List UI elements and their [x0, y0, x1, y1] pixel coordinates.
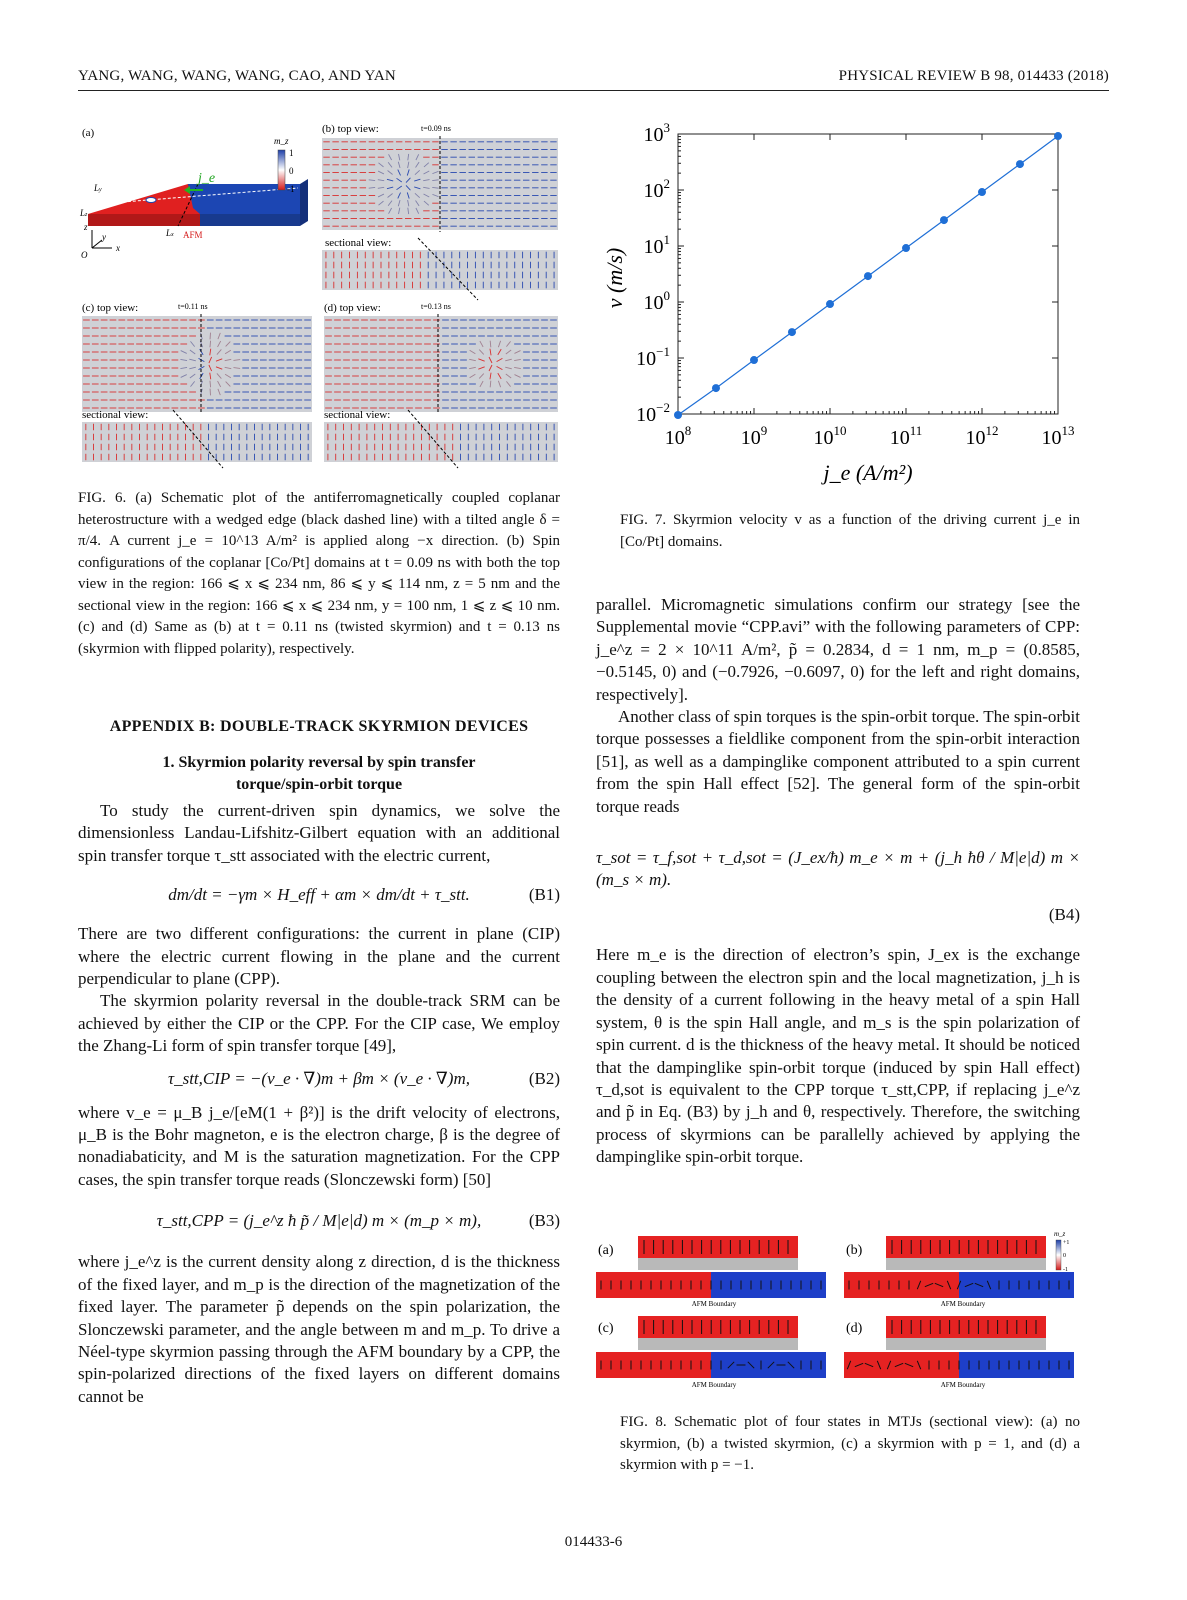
fig6-panel-b-sectional: sectional view:: [325, 237, 392, 249]
equation-b4-body: τ_sot = τ_f,sot + τ_d,sot = (J_ex/ħ) m_e × m + (j_h ħθ / M|e|d) m × (m_s × m).: [596, 847, 1080, 890]
spin-arrow: [210, 381, 211, 388]
free-layer-left: [844, 1272, 959, 1298]
spin-panel-bg: [82, 316, 312, 412]
appendix-subtitle-1: 1. Skyrmion polarity reversal by spin transfer: [162, 754, 476, 772]
fig7-x-tick-label: $10^{12}$: [965, 423, 999, 449]
fig7-x-tick-label: $10^{13}$: [1041, 423, 1075, 449]
left-paragraph-2: There are two different configurations: the current in plane (CIP) where the electric current flowing in the plane and the current perpendicular to plane (CPP).: [78, 924, 560, 989]
left-paragraph-4: where v_e = μ_B j_e/[eM(1 + β²)] is the drift velocity of electrons, μ_B is the Bohr magneton, e is the electron charge, β is the degree of nonadiabaticity, and M is the saturation magnetization. For the CPP cases, the spin transfer torque reads (Slonczewski form) [50]: [78, 1102, 560, 1189]
fig6-colorbar: [278, 150, 285, 190]
fig6-cbar-tick-1: 1: [289, 148, 294, 158]
fig8-boundary-label-a: AFM Boundary: [691, 1300, 737, 1308]
fig7-data-point: [864, 272, 872, 280]
fig7-y-tick-label: $10^{-2}$: [636, 400, 670, 426]
fig8-panel-a: [596, 1236, 826, 1298]
fig6-axes-icon: [81, 222, 120, 260]
barrier-layer: [886, 1258, 1046, 1270]
fig8-panel-c-label: (c): [598, 1321, 614, 1336]
fig6-current-label: j_e: [198, 171, 216, 186]
figure-7: [600, 118, 1080, 500]
fig7-data-point: [712, 384, 720, 392]
spin-panel-bg: [324, 316, 558, 412]
fig7-x-axis-label: j_e (A/m²): [823, 460, 913, 485]
equation-b4: [596, 834, 1080, 904]
svg-text:z: z: [84, 222, 88, 232]
spin-arrow: [210, 341, 211, 348]
equation-b4-number: (B4): [1048, 905, 1080, 925]
fig7-data-point: [940, 216, 948, 224]
equation-b1: [78, 867, 560, 923]
fixed-layer: [638, 1316, 798, 1338]
svg-text:Lz: Lz: [80, 208, 88, 218]
right-paragraph-1: parallel. Micromagnetic simulations confirm our strategy [see the Supplemental movie “CPP.avi” with the following parameters of CPP: j_e^z = 2 × 10^11 A/m², p̃ = 0.2834, d = 1 nm, m_p = (0.8585, −0.5145, 0) and (−0.7926, −0.6097, 0) for the left and right domains, respectively].: [596, 595, 1080, 704]
fig6-slab: [88, 179, 308, 228]
right-column-body: [596, 594, 1080, 1169]
fig7-y-tick-label: $10^2$: [643, 176, 670, 202]
free-layer-left: [596, 1272, 711, 1298]
fig6-cbar-tick-m1: -1: [287, 184, 295, 194]
svg-text:y: y: [102, 232, 106, 242]
fig8-boundary-label-d: AFM Boundary: [940, 1381, 986, 1389]
fig7-x-tick-label: $10^9$: [740, 423, 768, 449]
fig6-panel-c-label: (c) top view:: [82, 302, 139, 314]
left-paragraph-1: To study the current-driven spin dynamics, we solve the dimensionless Landau-Lifshitz-Gilbert equation with an additional spin transfer torque τ_stt associated with the electric current,: [78, 801, 560, 865]
equation-b3: [78, 1191, 560, 1251]
figure-6-graphic: [78, 118, 560, 470]
free-layer-left: [844, 1352, 959, 1378]
equation-b1-number: (B1): [528, 885, 560, 905]
appendix-title: APPENDIX B: DOUBLE-TRACK SKYRMION DEVICES: [109, 718, 529, 735]
figure-7-chart: [600, 118, 1080, 500]
svg-text:Ly: Ly: [94, 183, 102, 193]
right-paragraph-2: Another class of spin torques is the spin-orbit torque. The spin-orbit torque possesses a fieldlike component from the spin-orbit interaction [51], as well as a dampinglike component attributed to a spin current from the spin Hall effect [52]. The general form of the spin-orbit torque reads: [596, 707, 1080, 816]
equation-b2-body: τ_stt,CIP = −(v_e · ∇)m + βm × (v_e · ∇)m,: [168, 1069, 470, 1089]
right-paragraph-3: Here m_e is the direction of electron’s spin, J_ex is the exchange coupling between the electron spin and the local magnetization, j_h is the density of a current following in the heavy metal of a spin Hall system, θ is the spin Hall angle, and m_s is the spin polarization of spin current. d is the thickness of the heavy metal. It should be noticed that the dampinglike spin-orbit torque (induced by spin Hall effect) τ_d,sot is equivalent to the CPP torque τ_stt,CPP, if replacing j_e^z and p̃ in Eq. (B3) by j_h and θ, respectively. Therefore, the switching process of skyrmions can be parallelly achieved by applying the dampinglike spin-orbit torque.: [596, 945, 1080, 1167]
fig6-panel-d-time: t=0.13 ns: [421, 302, 451, 311]
free-layer-right: [959, 1352, 1074, 1378]
fig6-panel-a-label: (a): [82, 127, 95, 139]
running-header-authors: YANG, WANG, WANG, WANG, CAO, AND YAN: [78, 68, 396, 84]
fig6-panel-b-topview: [322, 136, 558, 232]
fig6-panel-d-label: (d) top view:: [324, 302, 381, 314]
fig8-boundary-label-b: AFM Boundary: [940, 1300, 986, 1308]
fig7-data-point: [978, 188, 986, 196]
fig7-x-tick-label: $10^8$: [664, 423, 692, 449]
left-column-body: [78, 800, 560, 1408]
fig8-boundary-label-c: AFM Boundary: [691, 1381, 737, 1389]
fig7-y-axis-label: v (m/s): [602, 247, 627, 309]
free-layer-right: [711, 1352, 826, 1378]
fig8-cbar-tick-0: 0: [1063, 1253, 1066, 1259]
fig7-x-tick-label: $10^{10}$: [813, 423, 847, 449]
fig6-afm-label: AFM: [183, 230, 203, 240]
fig6-panel-c-topview: [82, 314, 312, 414]
barrier-layer: [886, 1338, 1046, 1350]
fig6-panel-c-sectional: sectional view:: [82, 409, 149, 421]
fig7-data-point: [1054, 132, 1062, 140]
fig7-data-point: [788, 328, 796, 336]
fixed-layer: [886, 1236, 1046, 1258]
svg-text:x: x: [116, 243, 120, 253]
fig8-panel-d-label: (d): [846, 1321, 863, 1336]
fig8-panel-d: [844, 1316, 1074, 1378]
barrier-layer: [638, 1258, 798, 1270]
fig8-colorbar: [1056, 1240, 1061, 1270]
fig7-data-point: [826, 300, 834, 308]
fig7-y-tick-label: $10^{-1}$: [636, 344, 670, 370]
free-layer-left: [596, 1352, 711, 1378]
fig7-y-tick-label: $10^3$: [643, 120, 670, 146]
fig7-y-tick-label: $10^1$: [643, 232, 670, 258]
fig7-data-point: [902, 244, 910, 252]
free-layer-right: [959, 1272, 1074, 1298]
equation-b2-number: (B2): [528, 1069, 560, 1089]
equation-b3-body: τ_stt,CPP = (j_e^z ħ p̃ / M|e|d) m × (m_p × m),: [156, 1211, 482, 1231]
left-paragraph-5: where j_e^z is the current density along z direction, d is the thickness of the fixed layer, and m_p is the direction of the magnetization of the fixed layer. The parameter p̃ depends on the spin polarization, the Slonczewski parameter, and the angle between m and m_p. To drive a Néel-type skyrmion passing through the AFM boundary by a CPP, the spin-polarized directions of the fixed layers on different domains cannot be: [78, 1252, 560, 1406]
fig7-data-point: [674, 411, 682, 419]
header-rule: [78, 90, 1109, 91]
fig6-cbar-tick-0: 0: [289, 166, 294, 176]
fig6-panel-b-time: t=0.09 ns: [421, 124, 451, 133]
fig6-panel-c-time: t=0.11 ns: [178, 302, 208, 311]
fig7-data-point: [1016, 160, 1024, 168]
fig7-data-point: [750, 356, 758, 364]
equation-b3-number: (B3): [528, 1211, 560, 1231]
appendix-subtitle-2: torque/spin-orbit torque: [235, 776, 403, 794]
page-number: 014433-6: [564, 1534, 623, 1550]
figure-8-caption: FIG. 8. Schematic plot of four states in MTJs (sectional view): (a) no skyrmion, (b) a twisted skyrmion, (c) a skyrmion with p = 1, and (d) a skyrmion with p = −1.: [620, 1414, 1080, 1473]
fig7-x-tick-label: $10^{11}$: [889, 423, 923, 449]
fig8-cbar-tick-m1: -1: [1063, 1267, 1068, 1273]
equation-b2: [78, 1058, 560, 1102]
fig8-cbar-tick-p1: +1: [1063, 1240, 1070, 1246]
appendix-heading-block: [78, 716, 560, 796]
fixed-layer: [886, 1316, 1046, 1338]
barrier-layer: [638, 1338, 798, 1350]
fig6-panel-b-label: (b) top view:: [322, 123, 379, 135]
fig7-y-tick-label: $10^0$: [643, 288, 670, 314]
figure-8: [596, 1228, 1080, 1396]
fig6-panel-d-topview: [324, 314, 558, 414]
running-header-journal: PHYSICAL REVIEW B 98, 014433 (2018): [838, 68, 1109, 84]
fig8-colorbar-label: m_z: [1054, 1230, 1066, 1238]
fig8-panel-b: [844, 1236, 1074, 1298]
figure-7-caption: FIG. 7. Skyrmion velocity v as a function of the driving current j_e in [Co/Pt] domains.: [620, 512, 1080, 550]
fig6-colorbar-label: m_z: [274, 136, 289, 146]
equation-b1-body: dm/dt = −γm × H_eff + αm × dm/dt + τ_stt.: [168, 885, 470, 905]
fig8-panel-b-label: (b): [846, 1243, 863, 1258]
fig8-panel-c: [596, 1316, 826, 1378]
figure-6: [78, 118, 560, 470]
free-layer-right: [711, 1272, 826, 1298]
left-paragraph-3: The skyrmion polarity reversal in the double-track SRM can be achieved by either the CIP or the CPP. For the CIP case, We employ the Zhang-Li form of spin transfer torque [49],: [78, 991, 560, 1056]
fig6-panel-d-sectional: sectional view:: [324, 409, 391, 421]
svg-text:O: O: [81, 250, 88, 260]
figure-6-caption: FIG. 6. (a) Schematic plot of the antiferromagnetically coupled coplanar heterostructure with a wedged edge (black dashed line) with a tilted angle δ = π/4. A current j_e = 10^13 A/m² is applied along −x direction. (b) Spin configurations of the coplanar [Co/Pt] domains at t = 0.09 ns with both the top view in the region: 166 ⩽ x ⩽ 234 nm, 86 ⩽ y ⩽ 114 nm, z = 5 nm and the sectional view in the region: 166 ⩽ x ⩽ 234 nm, y = 100 nm, 1 ⩽ z ⩽ 10 nm. (c) and (d) Same as (b) at t = 0.11 ns (twisted skyrmion) and t = 0.13 ns (skyrmion with flipped polarity), respectively.: [78, 490, 560, 657]
figure-8-graphic: [596, 1228, 1080, 1396]
fixed-layer: [638, 1236, 798, 1258]
fig8-panel-a-label: (a): [598, 1243, 614, 1258]
svg-text:Lx: Lx: [166, 228, 174, 238]
